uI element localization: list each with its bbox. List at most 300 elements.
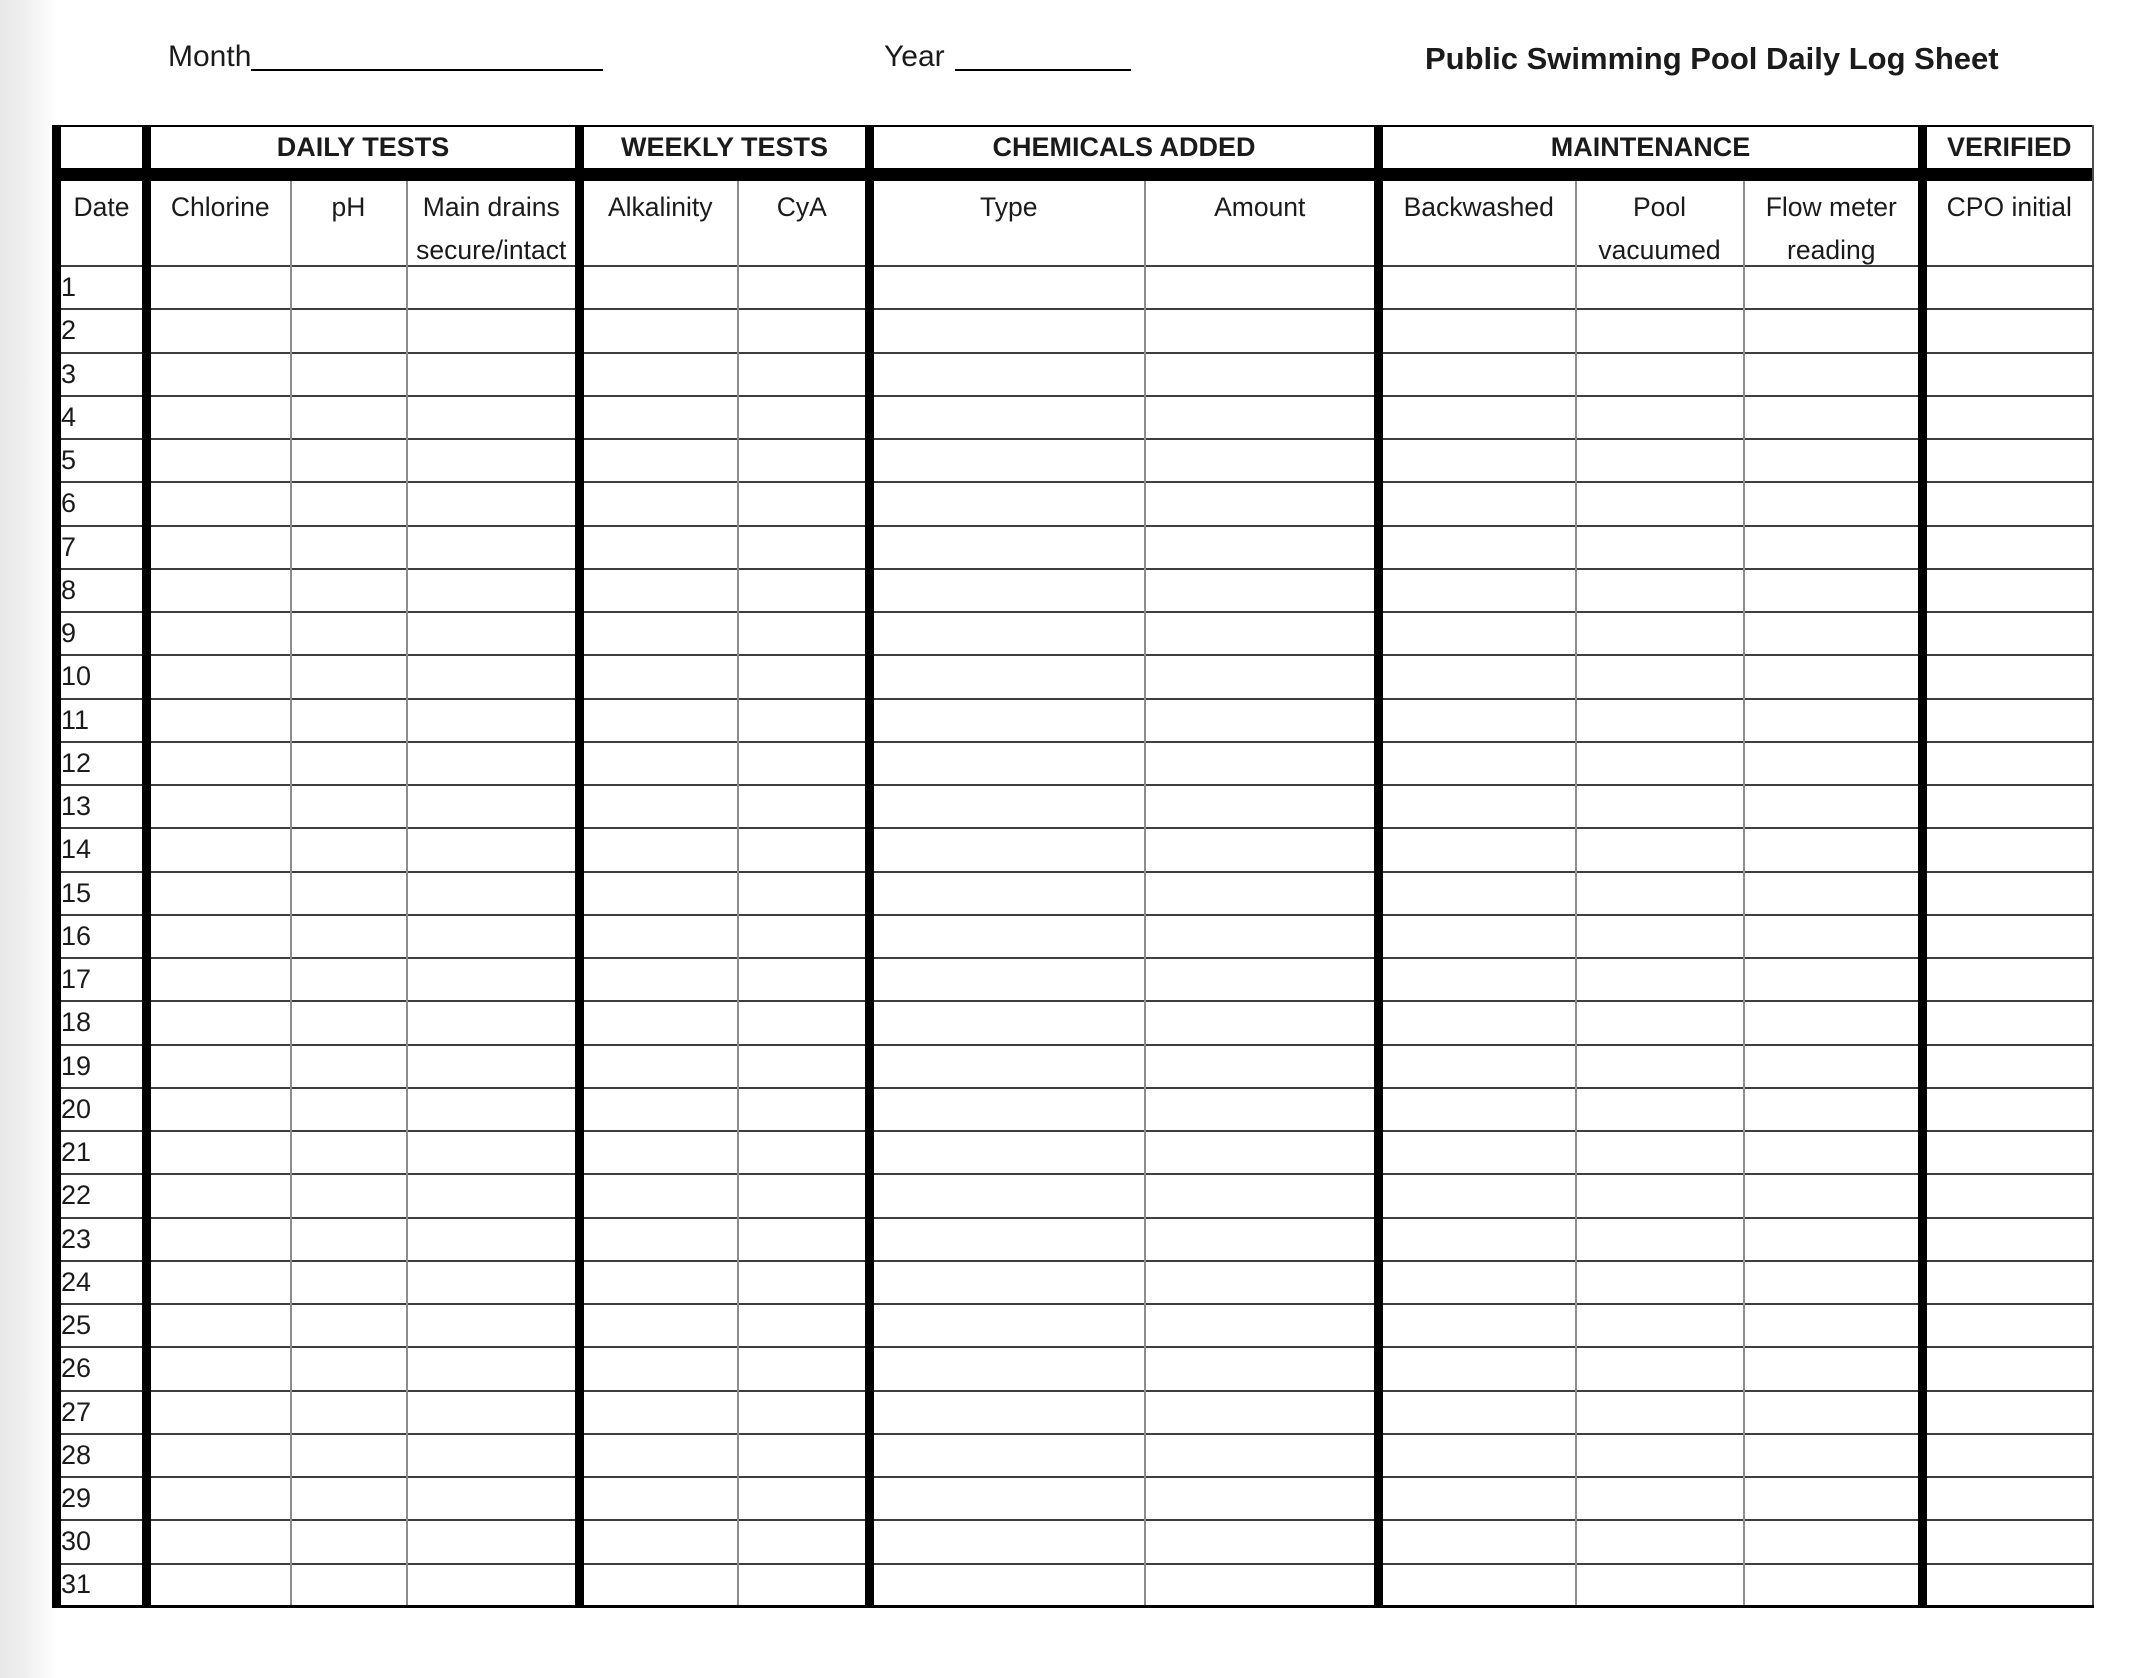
log-cell [870, 439, 1145, 482]
log-cell [738, 439, 870, 482]
date-cell: 10 [57, 655, 147, 698]
log-cell [1379, 1477, 1576, 1520]
log-cell [1379, 1045, 1576, 1088]
log-cell [1379, 526, 1576, 569]
log-cell [1145, 1218, 1379, 1261]
log-cell [1379, 309, 1576, 352]
log-cell [580, 699, 738, 742]
log-cell [1379, 1001, 1576, 1044]
log-cell [1576, 742, 1744, 785]
log-cell [1923, 396, 2093, 439]
log-cell [1145, 526, 1379, 569]
log-cell [1744, 1477, 1923, 1520]
log-cell [1744, 872, 1923, 915]
log-cell [738, 1347, 870, 1390]
log-cell [870, 785, 1145, 828]
log-cell [1923, 699, 2093, 742]
log-cell [407, 1304, 580, 1347]
log-cell [147, 1174, 291, 1217]
log-cell [1145, 1347, 1379, 1390]
log-cell [1744, 1564, 1923, 1607]
log-cell [580, 309, 738, 352]
column-header-main-drains: Main drains secure/intact [407, 181, 580, 266]
log-cell [1744, 1174, 1923, 1217]
log-cell [870, 1391, 1145, 1434]
log-cell [1379, 612, 1576, 655]
log-cell [291, 1218, 407, 1261]
log-cell [1145, 1261, 1379, 1304]
log-cell [1145, 482, 1379, 525]
log-cell [738, 1131, 870, 1174]
daily-log-table [52, 125, 2094, 1608]
log-cell [291, 1434, 407, 1477]
log-cell [1576, 526, 1744, 569]
log-cell [580, 1045, 738, 1088]
date-cell: 2 [57, 309, 147, 352]
log-cell [1379, 958, 1576, 1001]
log-cell [291, 1304, 407, 1347]
log-cell [1576, 353, 1744, 396]
log-cell [1923, 1261, 2093, 1304]
log-cell [1379, 915, 1576, 958]
log-cell [291, 439, 407, 482]
log-cell [1923, 569, 2093, 612]
log-cell [291, 612, 407, 655]
log-cell [1379, 785, 1576, 828]
log-cell [1744, 699, 1923, 742]
log-cell [1145, 1434, 1379, 1477]
date-cell: 23 [57, 1218, 147, 1261]
log-cell [738, 655, 870, 698]
log-cell [407, 482, 580, 525]
log-cell [291, 1045, 407, 1088]
log-cell [1923, 1001, 2093, 1044]
year-label: Year [884, 40, 945, 73]
log-cell [1145, 915, 1379, 958]
date-cell: 18 [57, 1001, 147, 1044]
group-header-row [57, 126, 2093, 168]
table-row [57, 266, 2093, 309]
log-cell [1923, 1304, 2093, 1347]
log-cell [291, 915, 407, 958]
log-cell [407, 1564, 580, 1607]
date-cell: 5 [57, 439, 147, 482]
log-cell [1145, 1520, 1379, 1563]
log-cell [291, 655, 407, 698]
log-cell [738, 1261, 870, 1304]
log-cell [1379, 1261, 1576, 1304]
log-cell [738, 353, 870, 396]
log-cell [407, 1174, 580, 1217]
column-header-date: Date [73, 192, 130, 222]
log-cell [1379, 1434, 1576, 1477]
log-cell [738, 1088, 870, 1131]
log-cell [580, 1347, 738, 1390]
log-cell [1744, 482, 1923, 525]
log-cell [407, 309, 580, 352]
log-cell [147, 1088, 291, 1131]
log-cell [738, 958, 870, 1001]
log-cell [738, 742, 870, 785]
log-cell [870, 266, 1145, 309]
log-cell [291, 353, 407, 396]
log-cell [738, 309, 870, 352]
log-cell [407, 396, 580, 439]
log-cell [147, 1347, 291, 1390]
log-cell [1744, 1218, 1923, 1261]
log-cell [738, 1218, 870, 1261]
table-row [57, 569, 2093, 612]
log-cell [407, 353, 580, 396]
log-cell [1576, 1131, 1744, 1174]
log-cell [1576, 828, 1744, 871]
log-cell [580, 872, 738, 915]
log-cell [1145, 872, 1379, 915]
log-cell [291, 1564, 407, 1607]
log-cell [580, 1261, 738, 1304]
log-cell [1744, 266, 1923, 309]
month-blank-line [251, 69, 603, 71]
log-cell [1379, 1391, 1576, 1434]
log-cell [1145, 828, 1379, 871]
log-cell [1145, 439, 1379, 482]
column-header-amount: Amount [1145, 181, 1379, 266]
log-cell [1576, 1218, 1744, 1261]
column-header-flow-meter: Flow meter reading [1744, 181, 1923, 266]
table-row [57, 1045, 2093, 1088]
log-cell [1379, 1088, 1576, 1131]
log-cell [1576, 482, 1744, 525]
log-cell [291, 1174, 407, 1217]
log-cell [147, 1434, 291, 1477]
log-cell [1576, 1045, 1744, 1088]
log-cell [580, 828, 738, 871]
group-header-daily-tests: DAILY TESTS [147, 126, 580, 168]
log-cell [580, 439, 738, 482]
log-cell [1379, 353, 1576, 396]
log-cell [407, 1261, 580, 1304]
log-cell [291, 526, 407, 569]
log-cell [1744, 1261, 1923, 1304]
log-cell [407, 828, 580, 871]
log-cell [147, 1304, 291, 1347]
log-cell [738, 872, 870, 915]
log-cell [407, 699, 580, 742]
log-cell [291, 482, 407, 525]
log-cell [580, 1477, 738, 1520]
date-cell: 14 [57, 828, 147, 871]
log-cell [1145, 699, 1379, 742]
log-cell [580, 1434, 738, 1477]
log-cell [870, 1001, 1145, 1044]
log-cell [738, 1174, 870, 1217]
column-header-pool-vacuumed: Pool vacuumed [1576, 181, 1744, 266]
table-row [57, 742, 2093, 785]
log-cell [1744, 1001, 1923, 1044]
table-row [57, 482, 2093, 525]
log-cell [1923, 828, 2093, 871]
log-cell [407, 1045, 580, 1088]
log-cell [147, 1218, 291, 1261]
date-cell: 20 [57, 1088, 147, 1131]
log-cell [1576, 1391, 1744, 1434]
log-cell [147, 309, 291, 352]
log-cell [407, 742, 580, 785]
log-cell [1576, 1088, 1744, 1131]
log-cell [870, 1261, 1145, 1304]
page-title: Public Swimming Pool Daily Log Sheet [1425, 41, 1999, 76]
date-cell: 24 [57, 1261, 147, 1304]
log-cell [147, 958, 291, 1001]
month-label: Month [168, 40, 252, 73]
column-header-alkalinity: Alkalinity [580, 181, 738, 266]
log-cell [1923, 1174, 2093, 1217]
date-cell: 6 [57, 482, 147, 525]
log-cell [1145, 266, 1379, 309]
date-cell: 4 [57, 396, 147, 439]
log-cell [1379, 439, 1576, 482]
log-cell [1744, 1520, 1923, 1563]
log-cell [870, 655, 1145, 698]
log-cell [1576, 612, 1744, 655]
log-cell [1923, 526, 2093, 569]
log-cell [580, 1391, 738, 1434]
log-cell [870, 1045, 1145, 1088]
log-cell [291, 266, 407, 309]
log-cell [1145, 1391, 1379, 1434]
log-cell [580, 612, 738, 655]
log-cell [1145, 785, 1379, 828]
log-cell [407, 1434, 580, 1477]
log-cell [291, 1088, 407, 1131]
date-cell: 29 [57, 1477, 147, 1520]
log-cell [147, 569, 291, 612]
date-cell: 25 [57, 1304, 147, 1347]
log-cell [1379, 569, 1576, 612]
log-cell [738, 1434, 870, 1477]
log-cell [407, 915, 580, 958]
log-cell [407, 1520, 580, 1563]
table-row [57, 1520, 2093, 1563]
log-cell [291, 1477, 407, 1520]
log-cell [1576, 915, 1744, 958]
group-header-verified: VERIFIED [1923, 126, 2093, 168]
log-cell [1379, 699, 1576, 742]
log-cell [1145, 1045, 1379, 1088]
table-row [57, 309, 2093, 352]
log-cell [1744, 353, 1923, 396]
log-cell [291, 309, 407, 352]
log-cell [738, 785, 870, 828]
log-cell [1923, 1391, 2093, 1434]
log-cell [407, 1088, 580, 1131]
log-cell [870, 742, 1145, 785]
log-cell [1744, 655, 1923, 698]
table-row [57, 958, 2093, 1001]
log-cell [147, 828, 291, 871]
log-cell [291, 1347, 407, 1390]
table-row [57, 699, 2093, 742]
log-cell [738, 266, 870, 309]
log-cell [1923, 266, 2093, 309]
column-header-backwashed: Backwashed [1379, 181, 1576, 266]
log-cell [1576, 1520, 1744, 1563]
table-row [57, 1001, 2093, 1044]
log-cell [870, 569, 1145, 612]
log-cell [291, 958, 407, 1001]
log-cell [1379, 872, 1576, 915]
log-cell [580, 1174, 738, 1217]
log-cell [407, 872, 580, 915]
log-cell [1923, 1131, 2093, 1174]
log-cell [1576, 1304, 1744, 1347]
log-cell [1923, 1477, 2093, 1520]
log-cell [870, 396, 1145, 439]
log-cell [1379, 828, 1576, 871]
log-cell [870, 309, 1145, 352]
log-cell [1576, 1347, 1744, 1390]
log-cell [1145, 958, 1379, 1001]
log-cell [1923, 915, 2093, 958]
date-cell: 26 [57, 1347, 147, 1390]
log-cell [1744, 1304, 1923, 1347]
log-cell [291, 1261, 407, 1304]
date-cell: 22 [57, 1174, 147, 1217]
table-row [57, 1131, 2093, 1174]
log-cell [580, 915, 738, 958]
log-cell [1576, 872, 1744, 915]
log-cell [580, 1520, 738, 1563]
log-cell [580, 353, 738, 396]
log-cell [580, 569, 738, 612]
year-blank-line [955, 69, 1131, 71]
table-row [57, 353, 2093, 396]
log-cell [147, 612, 291, 655]
log-cell [870, 1218, 1145, 1261]
log-cell [407, 785, 580, 828]
log-cell [407, 1131, 580, 1174]
log-cell [870, 1520, 1145, 1563]
table-row [57, 1564, 2093, 1607]
table-row [57, 1261, 2093, 1304]
log-cell [1744, 915, 1923, 958]
log-cell [147, 742, 291, 785]
log-cell [1744, 439, 1923, 482]
log-cell [407, 439, 580, 482]
log-cell [147, 1564, 291, 1607]
log-cell [738, 915, 870, 958]
log-cell [1379, 1218, 1576, 1261]
log-cell [1379, 1174, 1576, 1217]
table-row [57, 1434, 2093, 1477]
column-header-ph: pH [291, 181, 407, 266]
log-cell [1576, 1001, 1744, 1044]
log-cell [1145, 1477, 1379, 1520]
table-row [57, 655, 2093, 698]
log-cell [291, 1131, 407, 1174]
date-cell: 30 [57, 1520, 147, 1563]
log-cell [1923, 742, 2093, 785]
log-cell [1576, 439, 1744, 482]
column-header-cya: CyA [738, 181, 870, 266]
page-left-shadow [0, 0, 58, 1678]
log-cell [580, 1218, 738, 1261]
log-cell [1576, 699, 1744, 742]
log-cell [1379, 396, 1576, 439]
log-cell [1379, 1520, 1576, 1563]
log-cell [870, 958, 1145, 1001]
log-cell [1145, 1174, 1379, 1217]
log-cell [738, 569, 870, 612]
table-row [57, 785, 2093, 828]
log-cell [580, 396, 738, 439]
log-cell [1923, 1520, 2093, 1563]
log-cell [147, 396, 291, 439]
log-cell [147, 785, 291, 828]
log-cell [147, 655, 291, 698]
log-cell [147, 1261, 291, 1304]
log-cell [1145, 612, 1379, 655]
date-cell: 8 [57, 569, 147, 612]
log-cell [870, 699, 1145, 742]
date-cell: 12 [57, 742, 147, 785]
log-cell [1145, 1001, 1379, 1044]
date-cell: 19 [57, 1045, 147, 1088]
log-cell [738, 612, 870, 655]
log-cell [870, 1434, 1145, 1477]
log-cell [580, 1131, 738, 1174]
log-cell [147, 439, 291, 482]
log-cell [407, 1218, 580, 1261]
log-cell [870, 915, 1145, 958]
log-cell [580, 526, 738, 569]
log-cell [147, 526, 291, 569]
log-cell [870, 353, 1145, 396]
log-cell [291, 828, 407, 871]
log-cell [1744, 1088, 1923, 1131]
log-cell [870, 1347, 1145, 1390]
log-cell [1744, 1434, 1923, 1477]
log-cell [1744, 1347, 1923, 1390]
log-cell [580, 655, 738, 698]
log-cell [407, 1001, 580, 1044]
log-cell [1379, 1304, 1576, 1347]
log-cell [580, 958, 738, 1001]
log-cell [870, 482, 1145, 525]
log-cell [291, 785, 407, 828]
group-header-maintenance: MAINTENANCE [1379, 126, 1923, 168]
log-cell [147, 1391, 291, 1434]
log-cell [1145, 569, 1379, 612]
date-cell: 28 [57, 1434, 147, 1477]
log-cell [1379, 742, 1576, 785]
log-cell [1576, 396, 1744, 439]
group-header-chemicals-added: CHEMICALS ADDED [870, 126, 1379, 168]
log-cell [1923, 655, 2093, 698]
table-row [57, 1304, 2093, 1347]
table-row [57, 1088, 2093, 1131]
table-row [57, 915, 2093, 958]
log-cell [870, 612, 1145, 655]
log-cell [291, 1001, 407, 1044]
log-cell [1923, 353, 2093, 396]
log-cell [580, 1304, 738, 1347]
log-cell [870, 526, 1145, 569]
log-cell [1923, 482, 2093, 525]
log-cell [1379, 1131, 1576, 1174]
log-cell [738, 828, 870, 871]
log-cell [1145, 1564, 1379, 1607]
